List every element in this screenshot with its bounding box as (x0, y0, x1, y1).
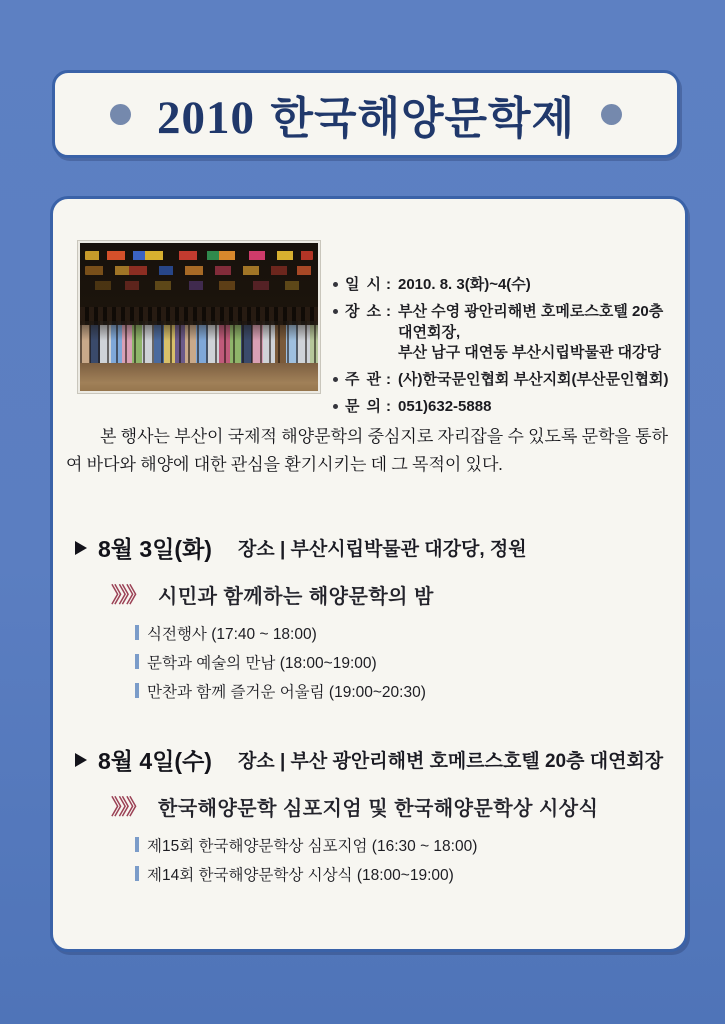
title-year: 2010 (157, 92, 255, 144)
schedule-section-aug4 (75, 743, 671, 892)
info-value-line2: 부산 남구 대연동 부산시립박물관 대강당 (398, 343, 662, 361)
list-item (135, 680, 671, 701)
item-bar-icon (135, 683, 139, 698)
triple-chevron-icon: 》》》 (111, 584, 144, 607)
info-row-contact: 문 의 : 051)632-5888 (333, 397, 681, 417)
section-subtitle-row (111, 579, 671, 609)
page-title (157, 82, 575, 146)
list-item (135, 651, 671, 672)
dot-icon (601, 104, 622, 125)
triple-chevron-icon: 》》》 (111, 796, 144, 819)
dot-icon (110, 104, 131, 125)
item-bar-icon (135, 625, 139, 640)
info-row-host: 주 관 : (사)한국문인협회 부산지회(부산문인협회) (333, 370, 681, 390)
item-text: 식전행사 (17:40 ~ 18:00) (147, 625, 317, 643)
info-label: 문 (345, 398, 360, 416)
info-value: 051)632-5888 (398, 398, 492, 416)
info-value: (사)한국문인협회 부산지회(부산문인협회) (398, 371, 669, 388)
section-header (75, 531, 671, 564)
item-bar-icon (135, 837, 139, 852)
event-photo (78, 241, 320, 393)
section-subtitle-row (111, 791, 671, 821)
info-row-date: 일 시 : 2010. 8. 3(화)~4(수) (333, 275, 681, 295)
item-bar-icon (135, 654, 139, 669)
bullet-dot-icon (333, 404, 338, 409)
event-description: 본 행사는 부산이 국제적 해양문학의 중심지로 자리잡을 수 있도록 문학을 통하여 바다와 해양에 대한 관심을 환기시키는 데 그 목적이 있다. (66, 427, 669, 474)
arrow-icon (75, 541, 87, 555)
info-label: 장 (345, 303, 360, 321)
list-item (135, 863, 671, 884)
section-date: 8월 3일(화) (98, 536, 212, 562)
info-label: 일 (345, 276, 360, 293)
title-name: 한국해양문학제 (270, 94, 575, 143)
item-text: 문학과 예술의 만남 (18:00~19:00) (147, 654, 377, 672)
arrow-icon (75, 753, 87, 767)
section-header (75, 743, 671, 776)
schedule-items (135, 622, 671, 701)
bullet-dot-icon (333, 309, 338, 314)
title-banner (52, 70, 680, 158)
info-label: 주 (345, 371, 360, 388)
section-date: 8월 4일(수) (98, 748, 212, 774)
group-of-people (80, 321, 318, 365)
info-row-place: 장 소 : 부산 수영 광안리해변 호메로스호텔 20층 대연회장, 부산 남구 대연동 부산시립박물관 대강당 (333, 302, 681, 363)
event-info-list (333, 275, 681, 425)
item-text: 제15회 한국해양문학상 심포지엄 (16:30 ~ 18:00) (147, 837, 478, 855)
list-item (135, 834, 671, 855)
list-item (135, 622, 671, 643)
info-value: 2010. 8. 3(화)~4(수) (398, 276, 531, 293)
section-subtitle: 시민과 함께하는 해양문학의 밤 (158, 585, 434, 608)
main-panel (50, 196, 688, 952)
night-neon-signs (85, 251, 313, 296)
bullet-dot-icon (333, 282, 338, 287)
item-text: 제14회 한국해양문학상 시상식 (18:00~19:00) (147, 866, 454, 884)
section-place: 장소 | 부산 광안리해변 호메르스호텔 20층 대연회장 (237, 751, 664, 772)
section-subtitle: 한국해양문학 심포지엄 및 한국해양문학상 시상식 (158, 797, 599, 820)
item-bar-icon (135, 866, 139, 881)
sandy-ground (80, 363, 318, 391)
schedule-items (135, 834, 671, 884)
item-text: 만찬과 함께 즐거운 어울림 (19:00~20:30) (147, 683, 426, 701)
section-place: 장소 | 부산시립박물관 대강당, 정원 (237, 539, 527, 560)
info-value: 부산 수영 광안리해변 호메로스호텔 20층 대연회장, (398, 303, 664, 341)
bullet-dot-icon (333, 377, 338, 382)
schedule-section-aug3 (75, 531, 671, 709)
